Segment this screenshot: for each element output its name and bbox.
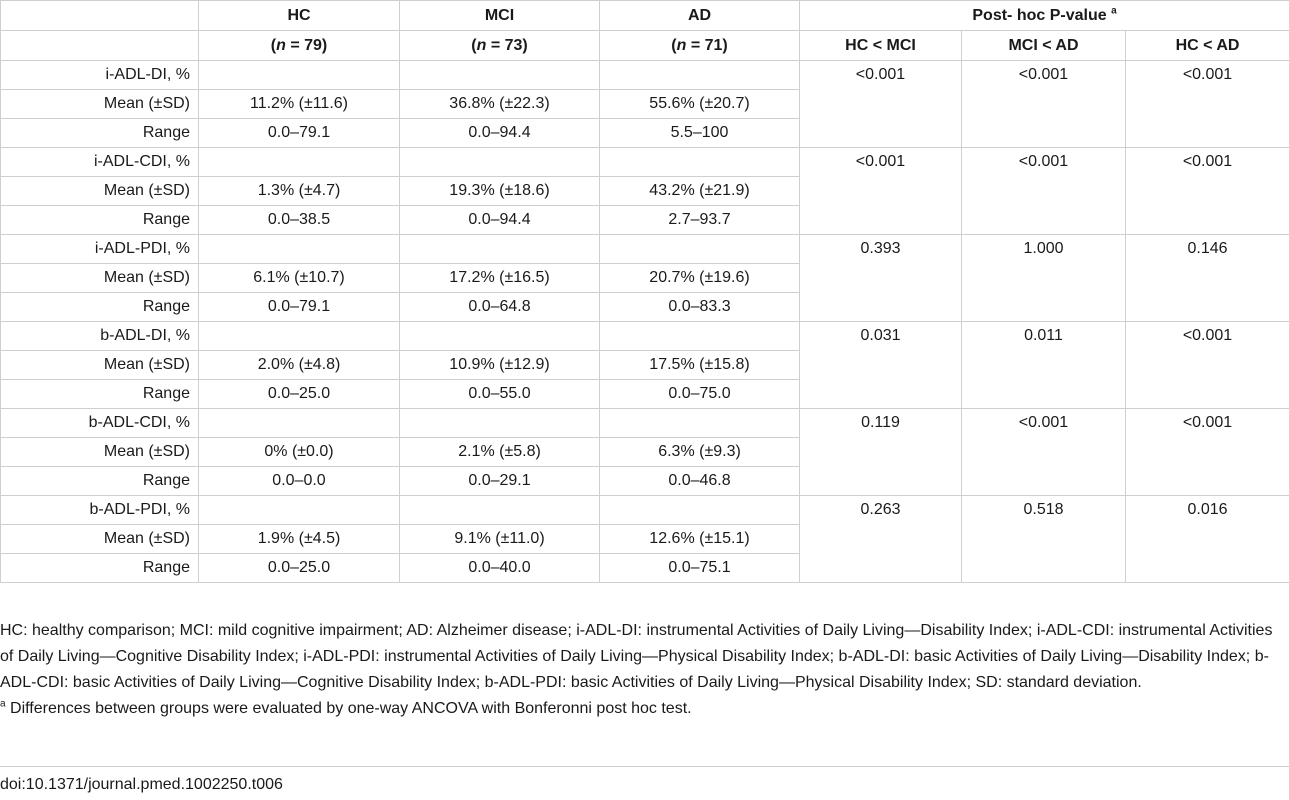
p-mci-lt-ad-cont — [962, 467, 1126, 496]
p-hc-lt-mci-cont — [800, 90, 962, 119]
p-hc-lt-mci: <0.001 — [800, 148, 962, 177]
header-ad: AD — [600, 1, 800, 31]
p-hc-lt-ad-cont — [1126, 264, 1289, 293]
p-hc-lt-ad: 0.016 — [1126, 496, 1289, 525]
p-hc-lt-ad: <0.001 — [1126, 148, 1289, 177]
range-label: Range — [1, 554, 199, 583]
footnote-marker-a: a — [1111, 5, 1117, 17]
mean-label: Mean (±SD) — [1, 177, 199, 206]
table-row — [1, 322, 1289, 351]
hc-mean: 1.3% (±4.7) — [199, 177, 400, 206]
mean-label: Mean (±SD) — [1, 525, 199, 554]
mci-range: 0.0–40.0 — [400, 554, 600, 583]
table-body — [1, 61, 1289, 583]
empty-cell — [600, 61, 800, 90]
header-hc: HC — [199, 1, 400, 31]
p-mci-lt-ad-cont — [962, 264, 1126, 293]
p-hc-lt-ad: <0.001 — [1126, 409, 1289, 438]
mci-mean: 36.8% (±22.3) — [400, 90, 600, 119]
empty-cell — [400, 235, 600, 264]
p-hc-lt-ad-cont — [1126, 554, 1289, 583]
table-row — [1, 235, 1289, 264]
mean-label: Mean (±SD) — [1, 264, 199, 293]
table-row — [1, 119, 1289, 148]
table-row — [1, 496, 1289, 525]
table-row — [1, 467, 1289, 496]
header-mci-n: (n = 73) — [400, 31, 600, 61]
p-mci-lt-ad-cont — [962, 119, 1126, 148]
n-symbol: n — [276, 36, 286, 54]
measure-label: b-ADL-PDI, % — [1, 496, 199, 525]
p-hc-lt-ad-cont — [1126, 380, 1289, 409]
empty-cell — [199, 409, 400, 438]
empty-cell — [199, 496, 400, 525]
p-mci-lt-ad: <0.001 — [962, 148, 1126, 177]
hc-mean: 1.9% (±4.5) — [199, 525, 400, 554]
header-mci: MCI — [400, 1, 600, 31]
table-row — [1, 90, 1289, 119]
p-hc-lt-mci-cont — [800, 119, 962, 148]
doi-text: doi:10.1371/journal.pmed.1002250.t006 — [0, 776, 283, 793]
hc-range: 0.0–38.5 — [199, 206, 400, 235]
empty-cell — [400, 148, 600, 177]
empty-cell — [199, 148, 400, 177]
ad-mean: 6.3% (±9.3) — [600, 438, 800, 467]
mci-range: 0.0–94.4 — [400, 119, 600, 148]
header-hc-lt-ad: HC < AD — [1126, 31, 1289, 61]
measure-label: i-ADL-DI, % — [1, 61, 199, 90]
empty-cell — [400, 409, 600, 438]
p-hc-lt-mci-cont — [800, 525, 962, 554]
measure-label: i-ADL-PDI, % — [1, 235, 199, 264]
p-hc-lt-ad: 0.146 — [1126, 235, 1289, 264]
mean-label: Mean (±SD) — [1, 351, 199, 380]
p-hc-lt-mci-cont — [800, 438, 962, 467]
p-hc-lt-mci-cont — [800, 293, 962, 322]
p-mci-lt-ad: <0.001 — [962, 409, 1126, 438]
range-label: Range — [1, 380, 199, 409]
abbreviations-footnote: HC: healthy comparison; MCI: mild cognitive impairment; AD: Alzheimer disease; i-ADL-DI: instrumental Activities of Daily Living—Disability Index; i-ADL-CDI: instrumental Activities of Daily Living—Cognitive Disability Index; i-ADL-PDI: instrumental Activities of Daily Living—Physical Disability Index; b-ADL-DI: basic Activities of Daily Living—Disability Index; b-ADL-CDI: basic Activities of Daily Living—Cognitive Disability Index; b-ADL-PDI: basic Activities of Daily Living—Physical Disability Index; SD: standard deviation. — [0, 622, 1273, 691]
n-symbol: n — [676, 36, 687, 54]
table-row — [1, 554, 1289, 583]
p-mci-lt-ad-cont — [962, 554, 1126, 583]
hc-range: 0.0–79.1 — [199, 293, 400, 322]
p-hc-lt-mci: 0.031 — [800, 322, 962, 351]
header-blank — [1, 1, 199, 31]
p-hc-lt-ad: <0.001 — [1126, 61, 1289, 90]
mci-n-value: 73 — [504, 36, 523, 54]
p-hc-lt-mci: 0.119 — [800, 409, 962, 438]
ad-mean: 20.7% (±19.6) — [600, 264, 800, 293]
p-mci-lt-ad: <0.001 — [962, 61, 1126, 90]
p-hc-lt-ad-cont — [1126, 525, 1289, 554]
hc-mean: 6.1% (±10.7) — [199, 264, 400, 293]
table-row — [1, 264, 1289, 293]
mci-range: 0.0–94.4 — [400, 206, 600, 235]
measure-label: b-ADL-CDI, % — [1, 409, 199, 438]
p-mci-lt-ad: 0.518 — [962, 496, 1126, 525]
header-posthoc — [800, 1, 1289, 31]
table-row — [1, 409, 1289, 438]
hc-range: 0.0–25.0 — [199, 380, 400, 409]
table-row — [1, 206, 1289, 235]
p-mci-lt-ad-cont — [962, 525, 1126, 554]
p-mci-lt-ad-cont — [962, 206, 1126, 235]
p-mci-lt-ad-cont — [962, 380, 1126, 409]
empty-cell — [600, 148, 800, 177]
p-hc-lt-ad-cont — [1126, 177, 1289, 206]
empty-cell — [600, 409, 800, 438]
p-mci-lt-ad-cont — [962, 351, 1126, 380]
p-hc-lt-ad-cont — [1126, 351, 1289, 380]
table-row — [1, 351, 1289, 380]
ad-range: 0.0–83.3 — [600, 293, 800, 322]
p-hc-lt-mci-cont — [800, 467, 962, 496]
empty-cell — [600, 235, 800, 264]
header-hc-n: (n = 79) — [199, 31, 400, 61]
p-mci-lt-ad-cont — [962, 177, 1126, 206]
range-label: Range — [1, 293, 199, 322]
p-hc-lt-mci-cont — [800, 380, 962, 409]
mci-mean: 2.1% (±5.8) — [400, 438, 600, 467]
table-row — [1, 293, 1289, 322]
header-row-groups — [1, 1, 1289, 31]
empty-cell — [400, 322, 600, 351]
ad-range: 5.5–100 — [600, 119, 800, 148]
hc-range: 0.0–79.1 — [199, 119, 400, 148]
footnotes — [0, 612, 1289, 722]
hc-range: 0.0–0.0 — [199, 467, 400, 496]
mci-mean: 17.2% (±16.5) — [400, 264, 600, 293]
p-hc-lt-mci-cont — [800, 554, 962, 583]
ad-mean: 12.6% (±15.1) — [600, 525, 800, 554]
p-hc-lt-ad-cont — [1126, 206, 1289, 235]
measure-label: b-ADL-DI, % — [1, 322, 199, 351]
p-mci-lt-ad: 1.000 — [962, 235, 1126, 264]
ad-range: 0.0–75.0 — [600, 380, 800, 409]
hc-n-value: 79 — [304, 36, 322, 54]
mean-label: Mean (±SD) — [1, 438, 199, 467]
p-hc-lt-mci-cont — [800, 264, 962, 293]
p-hc-lt-mci-cont — [800, 206, 962, 235]
ad-range: 0.0–46.8 — [600, 467, 800, 496]
table-row — [1, 380, 1289, 409]
p-mci-lt-ad-cont — [962, 90, 1126, 119]
header-hc-lt-mci: HC < MCI — [800, 31, 962, 61]
mci-mean: 9.1% (±11.0) — [400, 525, 600, 554]
measure-label: i-ADL-CDI, % — [1, 148, 199, 177]
p-hc-lt-mci: <0.001 — [800, 61, 962, 90]
header-blank-2 — [1, 31, 199, 61]
empty-cell — [199, 235, 400, 264]
range-label: Range — [1, 119, 199, 148]
p-hc-lt-ad-cont — [1126, 438, 1289, 467]
hc-mean: 0% (±0.0) — [199, 438, 400, 467]
hc-mean: 2.0% (±4.8) — [199, 351, 400, 380]
header-row-n — [1, 31, 1289, 61]
empty-cell — [199, 61, 400, 90]
p-hc-lt-ad: <0.001 — [1126, 322, 1289, 351]
header-posthoc-label: Post- hoc P-value — [972, 6, 1107, 24]
ad-mean: 55.6% (±20.7) — [600, 90, 800, 119]
mci-mean: 19.3% (±18.6) — [400, 177, 600, 206]
p-mci-lt-ad-cont — [962, 293, 1126, 322]
p-hc-lt-ad-cont — [1126, 293, 1289, 322]
table-row — [1, 61, 1289, 90]
empty-cell — [400, 61, 600, 90]
empty-cell — [600, 496, 800, 525]
range-label: Range — [1, 467, 199, 496]
empty-cell — [199, 322, 400, 351]
ad-n-value: 71 — [704, 36, 723, 54]
p-mci-lt-ad: 0.011 — [962, 322, 1126, 351]
table-row — [1, 525, 1289, 554]
p-hc-lt-mci-cont — [800, 177, 962, 206]
n-symbol: n — [476, 36, 487, 54]
header-ad-n: (n = 71) — [600, 31, 800, 61]
ad-range: 2.7–93.7 — [600, 206, 800, 235]
hc-mean: 11.2% (±11.6) — [199, 90, 400, 119]
p-hc-lt-mci: 0.393 — [800, 235, 962, 264]
mean-label: Mean (±SD) — [1, 90, 199, 119]
mci-range: 0.0–55.0 — [400, 380, 600, 409]
empty-cell — [400, 496, 600, 525]
p-mci-lt-ad-cont — [962, 438, 1126, 467]
ad-range: 0.0–75.1 — [600, 554, 800, 583]
footnote-a — [0, 696, 1289, 722]
footnote-a-text: Differences between groups were evaluated by one-way ANCOVA with Bonferonni post hoc test. — [5, 700, 692, 717]
mci-range: 0.0–29.1 — [400, 467, 600, 496]
doi-divider — [0, 766, 1289, 767]
header-mci-lt-ad: MCI < AD — [962, 31, 1126, 61]
mci-mean: 10.9% (±12.9) — [400, 351, 600, 380]
table-row — [1, 148, 1289, 177]
range-label: Range — [1, 206, 199, 235]
hc-range: 0.0–25.0 — [199, 554, 400, 583]
mci-range: 0.0–64.8 — [400, 293, 600, 322]
p-hc-lt-ad-cont — [1126, 119, 1289, 148]
ad-mean: 43.2% (±21.9) — [600, 177, 800, 206]
p-hc-lt-mci-cont — [800, 351, 962, 380]
table-row — [1, 177, 1289, 206]
empty-cell — [600, 322, 800, 351]
footnote-a-marker: a — [0, 698, 6, 710]
p-hc-lt-mci: 0.263 — [800, 496, 962, 525]
table-row — [1, 438, 1289, 467]
ad-mean: 17.5% (±15.8) — [600, 351, 800, 380]
p-hc-lt-ad-cont — [1126, 90, 1289, 119]
p-hc-lt-ad-cont — [1126, 467, 1289, 496]
